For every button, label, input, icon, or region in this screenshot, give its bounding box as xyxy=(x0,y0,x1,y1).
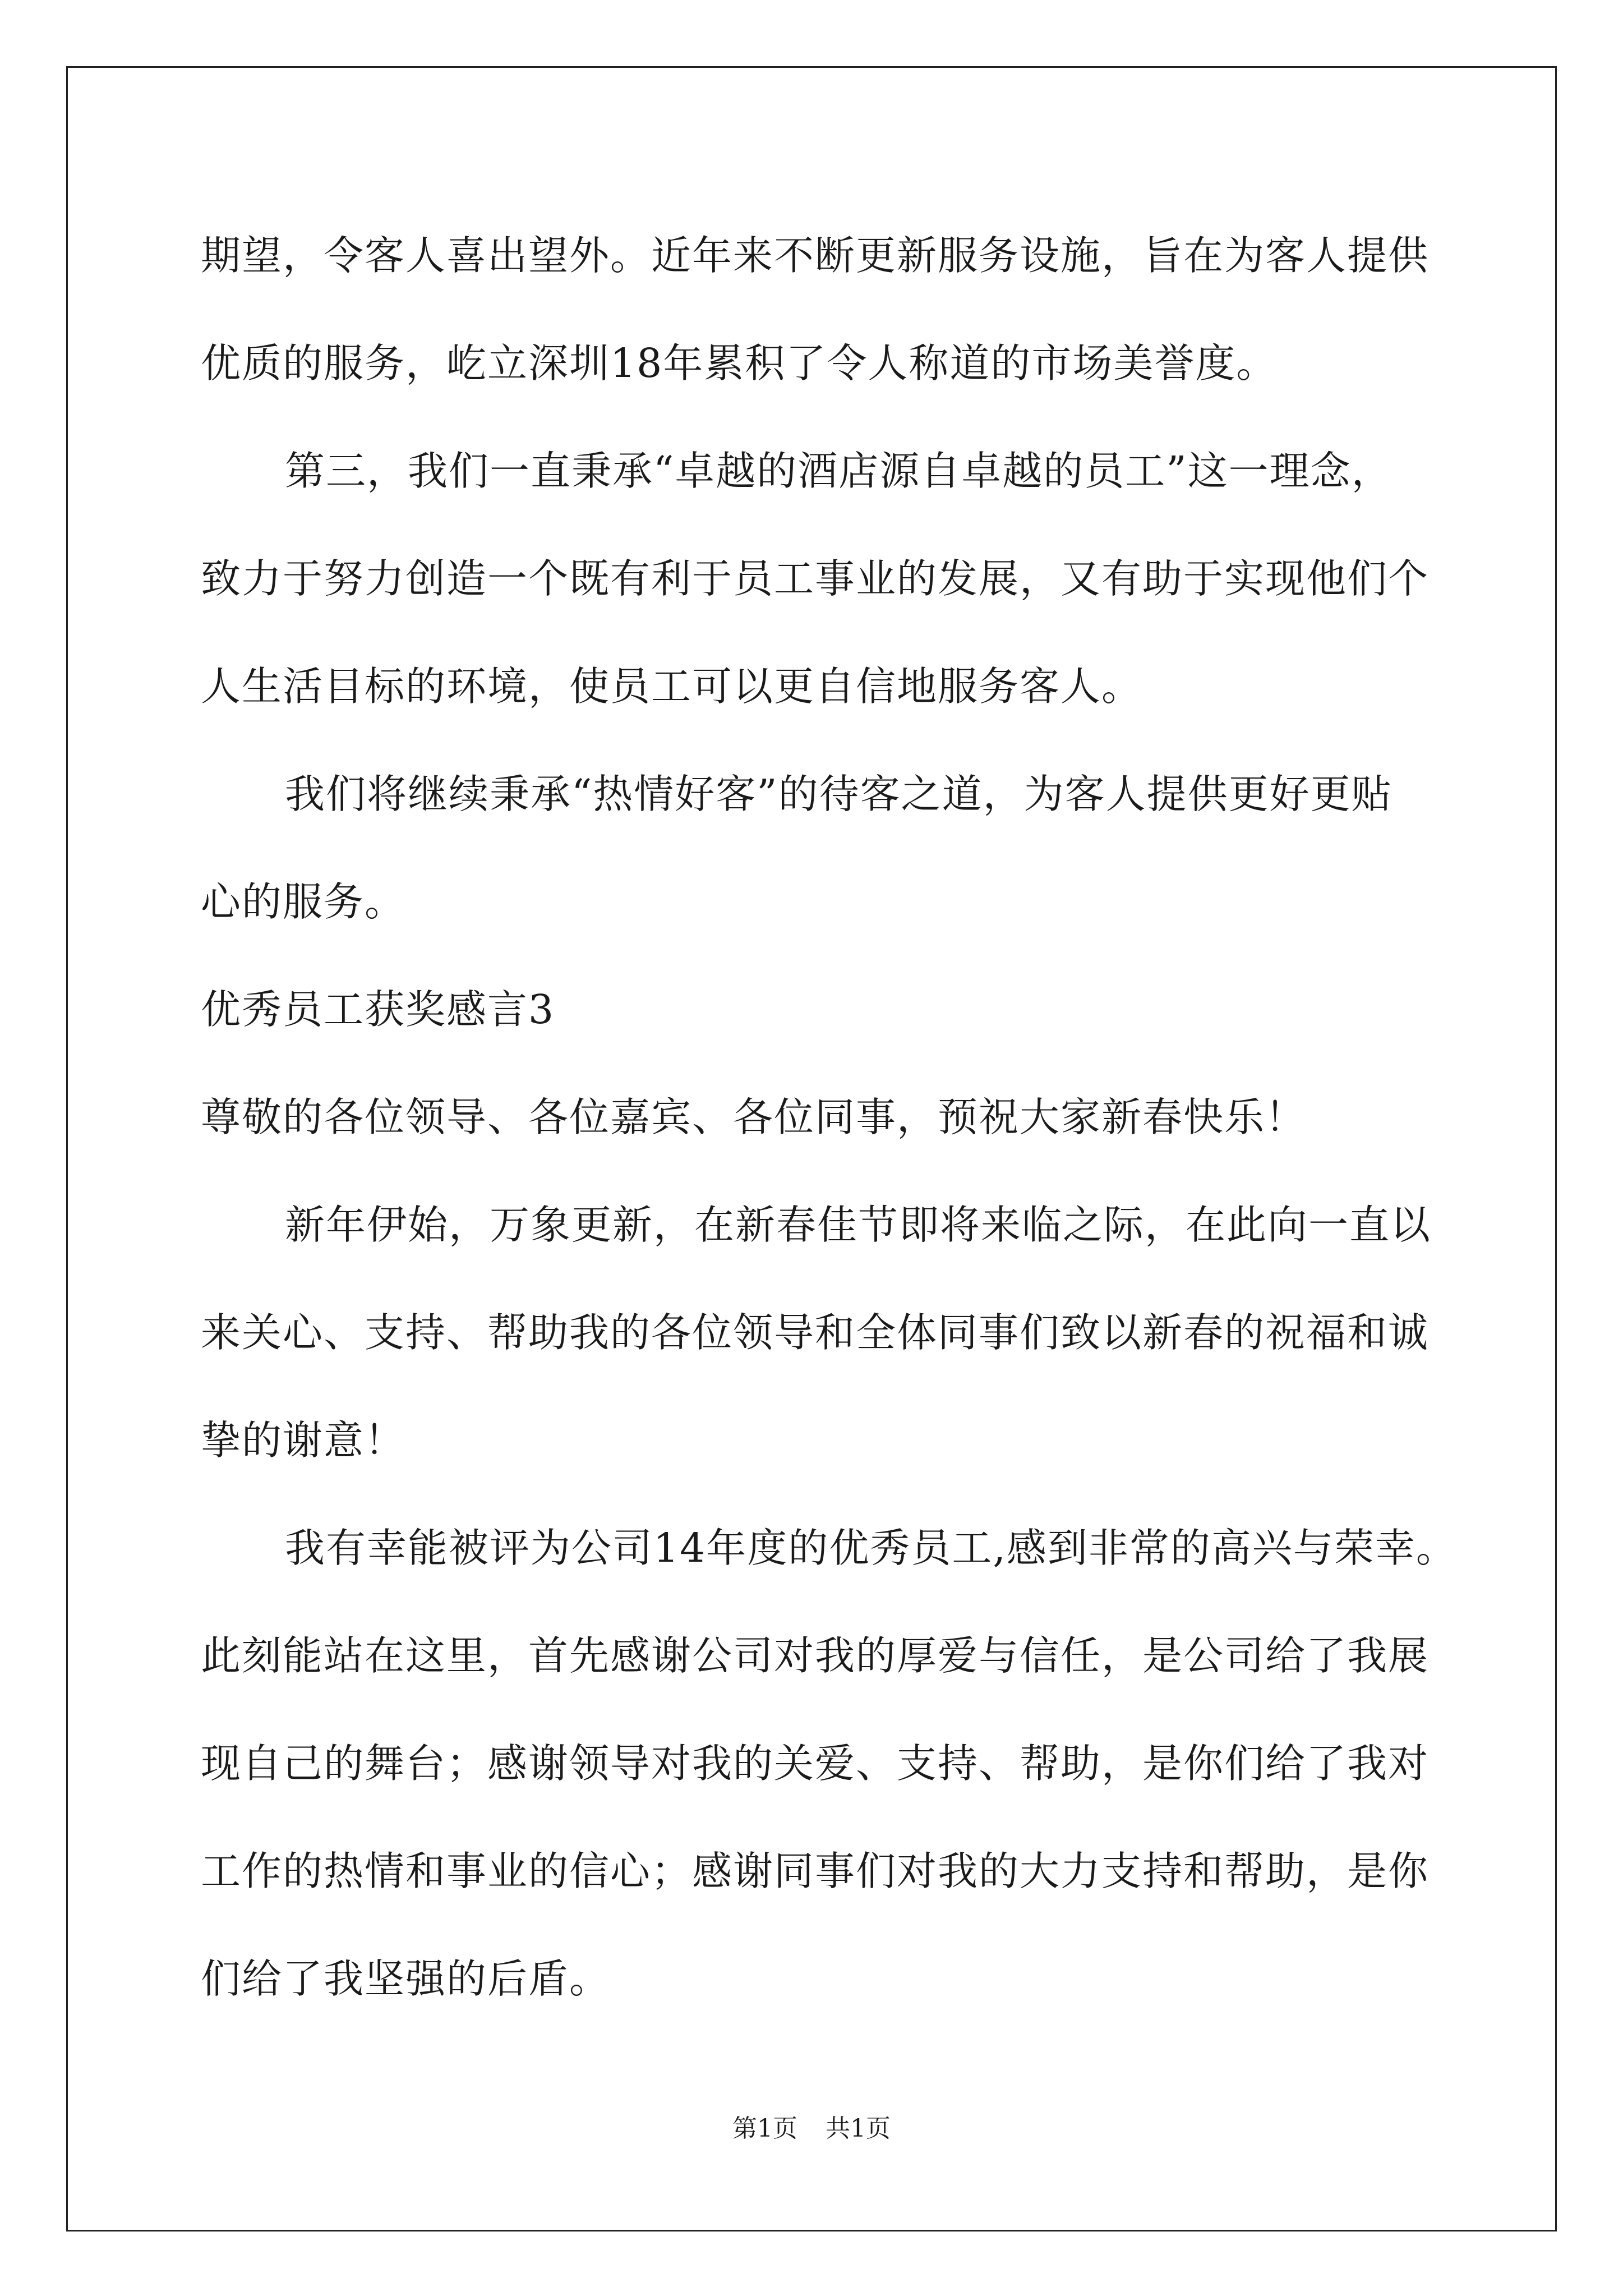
text-line-15: 现自己的舞台；感谢领导对我的关爱、支持、帮助，是你们给了我对 xyxy=(201,1740,1430,1787)
text-line-6: 我们将继续秉承“热情好客”的待客之道，为客人提供更好更贴 xyxy=(285,771,1393,817)
salutation-line: 尊敬的各位领导、各位嘉宾、各位同事，预祝大家新春快乐！ xyxy=(201,1094,1307,1140)
text-line-10: 新年伊始，万象更新，在新春佳节即将来临之际，在此向一直以 xyxy=(285,1202,1432,1248)
text-line-3: 第三，我们一直秉承“卓越的酒店源自卓越的员工”这一理念， xyxy=(285,448,1393,494)
text-line-1: 期望，令客人喜出望外。近年来不断更新服务设施，旨在为客人提供 xyxy=(201,232,1430,279)
text-line-12: 挚的谢意！ xyxy=(201,1417,406,1464)
page-total: 共1页 xyxy=(826,2114,891,2143)
document-body xyxy=(201,202,1457,2033)
text-line-5: 人生活目标的环境，使员工可以更自信地服务客人。 xyxy=(201,663,1143,710)
text-line-4: 致力于努力创造一个既有利于员工事业的发展，又有助于实现他们个 xyxy=(201,555,1430,602)
section-heading: 优秀员工获奖感言3 xyxy=(201,986,555,1033)
text-line-17: 们给了我坚强的后盾。 xyxy=(201,1955,611,2002)
text-line-11: 来关心、支持、帮助我的各位领导和全体同事们致以新春的祝福和诚 xyxy=(201,1309,1430,1356)
text-line-2: 优质的服务，屹立深圳18年累积了令人称道的市场美誉度。 xyxy=(201,340,1278,386)
page-number: 第1页 xyxy=(732,2114,797,2143)
text-line-16: 工作的热情和事业的信心；感谢同事们对我的大力支持和帮助，是你 xyxy=(201,1848,1430,1894)
page-footer xyxy=(0,2112,1623,2146)
text-line-13: 我有幸能被评为公司14年度的优秀员工,感到非常的高兴与荣幸。 xyxy=(285,1525,1457,1571)
text-line-14: 此刻能站在这里，首先感谢公司对我的厚爱与信任，是公司给了我展 xyxy=(201,1632,1430,1679)
text-line-7: 心的服务。 xyxy=(201,878,406,925)
